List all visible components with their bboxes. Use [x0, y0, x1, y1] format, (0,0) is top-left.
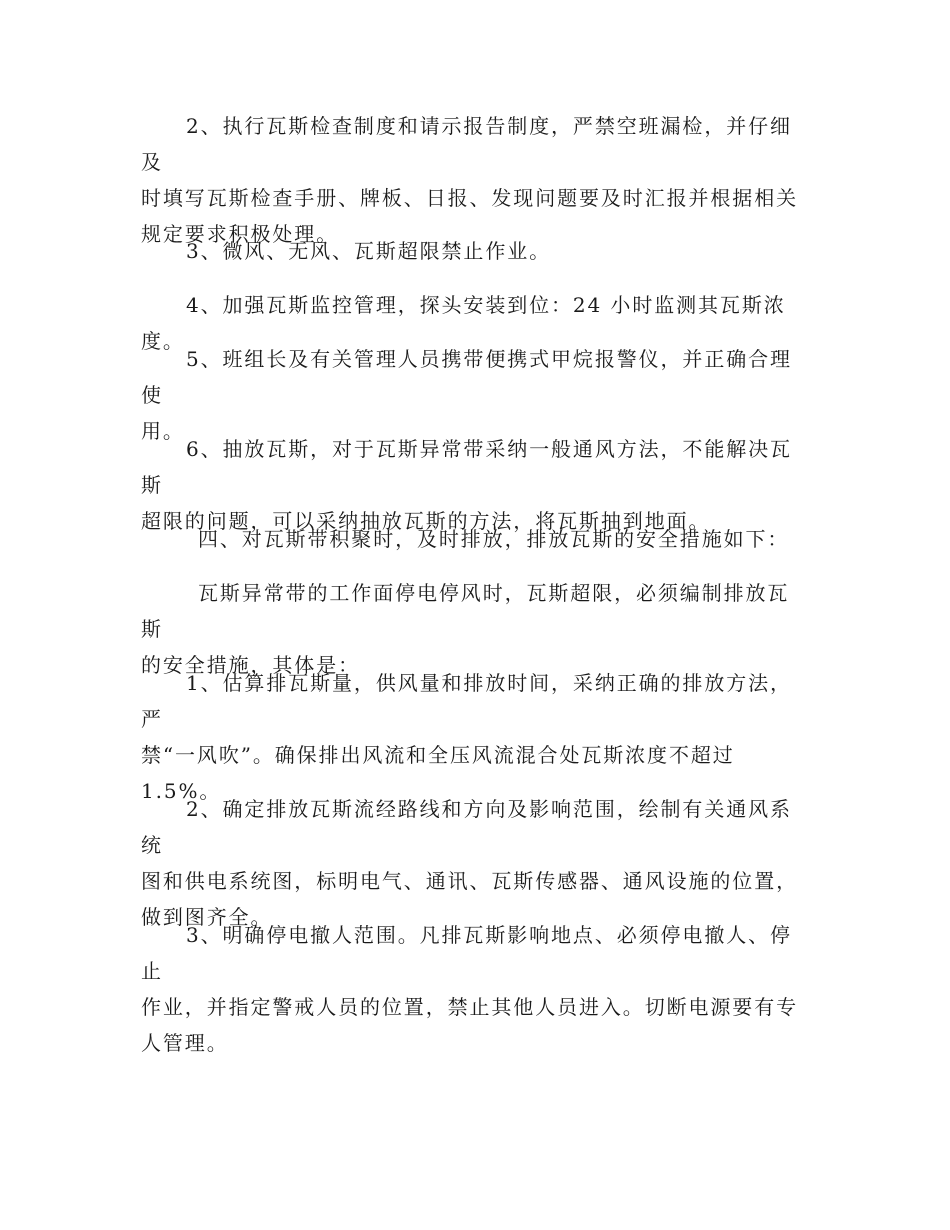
paragraph-line: 四、对瓦斯带积聚时，及时排放，排放瓦斯的安全措施如下：	[198, 527, 790, 551]
paragraph-line: 规定要求积极处理。	[141, 222, 339, 246]
paragraph-line: 人管理。	[141, 1031, 229, 1055]
paragraph-line: 瓦斯异常带的工作面停电停风时，瓦斯超限，必须编制排放瓦斯	[141, 581, 790, 641]
paragraph-evacuation-scope	[141, 917, 811, 1061]
section-heading-four	[141, 521, 811, 557]
paragraph-line: 5、班组长及有关管理人员携带便携式甲烷报警仪，并正确合理使	[141, 347, 792, 407]
paragraph-line: 用。	[141, 419, 185, 443]
paragraph-line: 图和供电系统图，标明电气、通讯、瓦斯传感器、通风设施的位置，	[141, 869, 798, 893]
paragraph-line: 时填写瓦斯检查手册、牌板、日报、发现问题要及时汇报并根据相关	[141, 186, 798, 210]
paragraph-line: 2、确定排放瓦斯流经路线和方向及影响范围，绘制有关通风系统	[141, 797, 792, 857]
paragraph-estimate-gas	[141, 665, 811, 809]
paragraph-line: 6、抽放瓦斯，对于瓦斯异常带采纳一般通风方法，不能解决瓦斯	[141, 437, 792, 497]
paragraph-line: 1、估算排瓦斯量，供风量和排放时间，采纳正确的排放方法，严	[141, 671, 792, 731]
paragraph-line: 作业，并指定警戒人员的位置，禁止其他人员进入。切断电源要有专	[141, 995, 798, 1019]
paragraph-line: 3、明确停电撤人范围。凡排瓦斯影响地点、必须停电撤人、停止	[141, 923, 792, 983]
paragraph-gas-inspection-system	[141, 108, 811, 252]
paragraph-route-and-diagram	[141, 791, 811, 935]
paragraph-line: 2、执行瓦斯检查制度和请示报告制度，严禁空班漏检，并仔细及	[141, 114, 792, 174]
paragraph-line: 3、微风、无风、瓦斯超限禁止作业。	[186, 239, 552, 263]
paragraph-line: 做到图齐全。	[141, 905, 273, 929]
paragraph-line: 的安全措施，其体是：	[141, 653, 360, 677]
paragraph-line: 禁“一风吹”。确保排出风流和全压风流混合处瓦斯浓度不超过	[141, 743, 735, 767]
paragraph-line: 1.5%。	[141, 779, 222, 803]
paragraph-line: 超限的问题，可以采纳抽放瓦斯的方法，将瓦斯抽到地面。	[141, 509, 711, 533]
paragraph-line: 4、加强瓦斯监控管理，探头安装到位：24 小时监测其瓦斯浓度。	[141, 293, 786, 353]
paragraph-no-wind-stop-work	[141, 233, 811, 269]
